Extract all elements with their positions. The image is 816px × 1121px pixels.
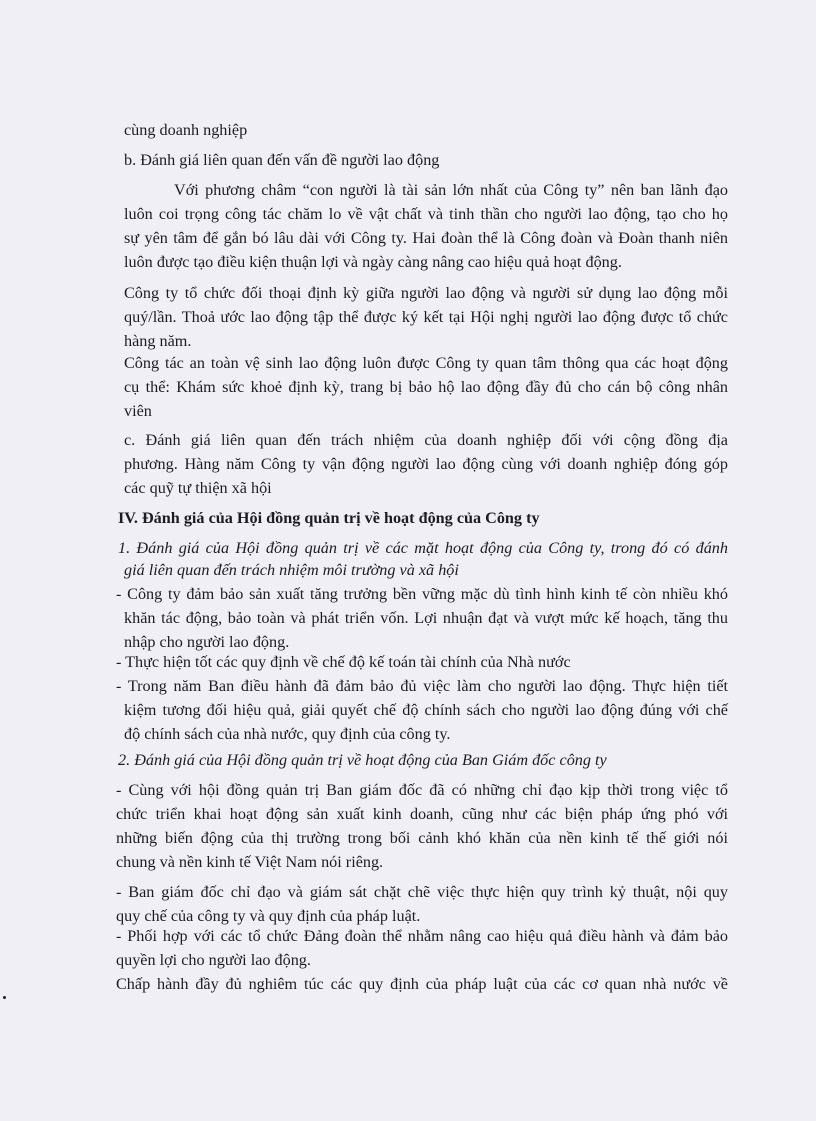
text-line: quyền lợi cho người lao động. <box>116 951 311 969</box>
text-line: Công ty tổ chức đối thoại định kỳ giữa người lao động và người sử dụng lao động mỗi <box>124 284 728 302</box>
text-line: luôn coi trọng công tác chăm lo về vật chất và tinh thần cho người lao động, tạo cho họ <box>124 205 728 223</box>
text-line: - Thực hiện tốt các quy định về chế độ kế toán tài chính của Nhà nước <box>116 653 571 671</box>
text-line: - Cùng với hội đồng quản trị Ban giám đốc đã có những chỉ đạo kịp thời trong việc tổ <box>116 781 728 799</box>
text-line: sự yên tâm để gắn bó lâu dài với Công ty. Hai đoàn thể là Công đoàn và Đoàn thanh niên <box>124 229 728 247</box>
text-line: Với phương châm “con người là tài sản lớn nhất của Công ty” nên ban lãnh đạo <box>174 181 728 199</box>
text-line: kiệm tương đối hiệu quả, giải quyết chế độ chính sách cho người lao động đúng với chế <box>124 701 728 719</box>
subsection-heading-1: 1. Đánh giá của Hội đồng quản trị về các mặt hoạt động của Công ty, trong đó có đánh <box>118 539 728 557</box>
section-heading-b: b. Đánh giá liên quan đến vấn đề người lao động <box>124 151 440 169</box>
scan-speck <box>3 996 6 999</box>
text-line: Chấp hành đầy đủ nghiêm túc các quy định của pháp luật của các cơ quan nhà nước về <box>116 975 728 993</box>
text-line: các quỹ tự thiện xã hội <box>124 479 272 497</box>
text-line: viên <box>124 402 152 420</box>
text-line: hàng năm. <box>124 332 192 350</box>
section-heading-c: c. Đánh giá liên quan đến trách nhiệm của doanh nghiệp đối với cộng đồng địa <box>124 431 728 449</box>
text-line: chức triển khai hoạt động sản xuất kinh doanh, cũng như các biện pháp ứng phó với <box>116 805 728 823</box>
text-line: quý/lần. Thoả ước lao động tập thể được ký kết tại Hội nghị người lao động được tổ chức <box>124 308 728 326</box>
section-heading-iv: IV. Đánh giá của Hội đồng quản trị về hoạt động của Công ty <box>118 509 540 527</box>
text-line: cùng doanh nghiệp <box>124 121 248 139</box>
text-line: khăn tác động, bảo toàn và phát triển vốn. Lợi nhuận đạt và vượt mức kế hoạch, tăng thu <box>124 609 728 627</box>
text-line: quy chế của công ty và quy định của pháp luật. <box>116 907 421 925</box>
text-line: những biến động của thị trường trong bối cảnh khó khăn của nền kinh tế thế giới nói <box>116 829 728 847</box>
subsection-heading-2: 2. Đánh giá của Hội đồng quản trị về hoạt động của Ban Giám đốc công ty <box>118 751 607 769</box>
text-line: luôn được tạo điều kiện thuận lợi và ngày càng nâng cao hiệu quả hoạt động. <box>124 253 622 271</box>
text-line: - Công ty đảm bảo sản xuất tăng trưởng bền vững mặc dù tình hình kinh tế còn nhiều khó <box>116 585 728 603</box>
subsection-heading-1: giá liên quan đến trách nhiệm môi trường và xã hội <box>124 561 459 579</box>
text-line: cụ thể: Khám sức khoẻ định kỳ, trang bị bảo hộ lao động đầy đủ cho cán bộ công nhân <box>124 378 728 396</box>
text-line: phương. Hàng năm Công ty vận động người lao động cùng với doanh nghiệp đóng góp <box>124 455 728 473</box>
text-line: - Phối hợp với các tổ chức Đảng đoàn thể nhằm nâng cao hiệu quả điều hành và đảm bảo <box>116 927 728 945</box>
text-line: - Trong năm Ban điều hành đã đảm bảo đủ việc làm cho người lao động. Thực hiện tiết <box>116 677 728 695</box>
text-line: Công tác an toàn vệ sinh lao động luôn được Công ty quan tâm thông qua các hoạt động <box>124 354 728 372</box>
text-line: nhập cho người lao động. <box>124 633 290 651</box>
text-line: - Ban giám đốc chỉ đạo và giám sát chặt chẽ việc thực hiện quy trình kỷ thuật, nội quy <box>116 883 728 901</box>
text-line: độ chính sách của nhà nước, quy định của công ty. <box>124 725 451 743</box>
text-line: chung và nền kinh tế Việt Nam nói riêng. <box>116 853 384 871</box>
